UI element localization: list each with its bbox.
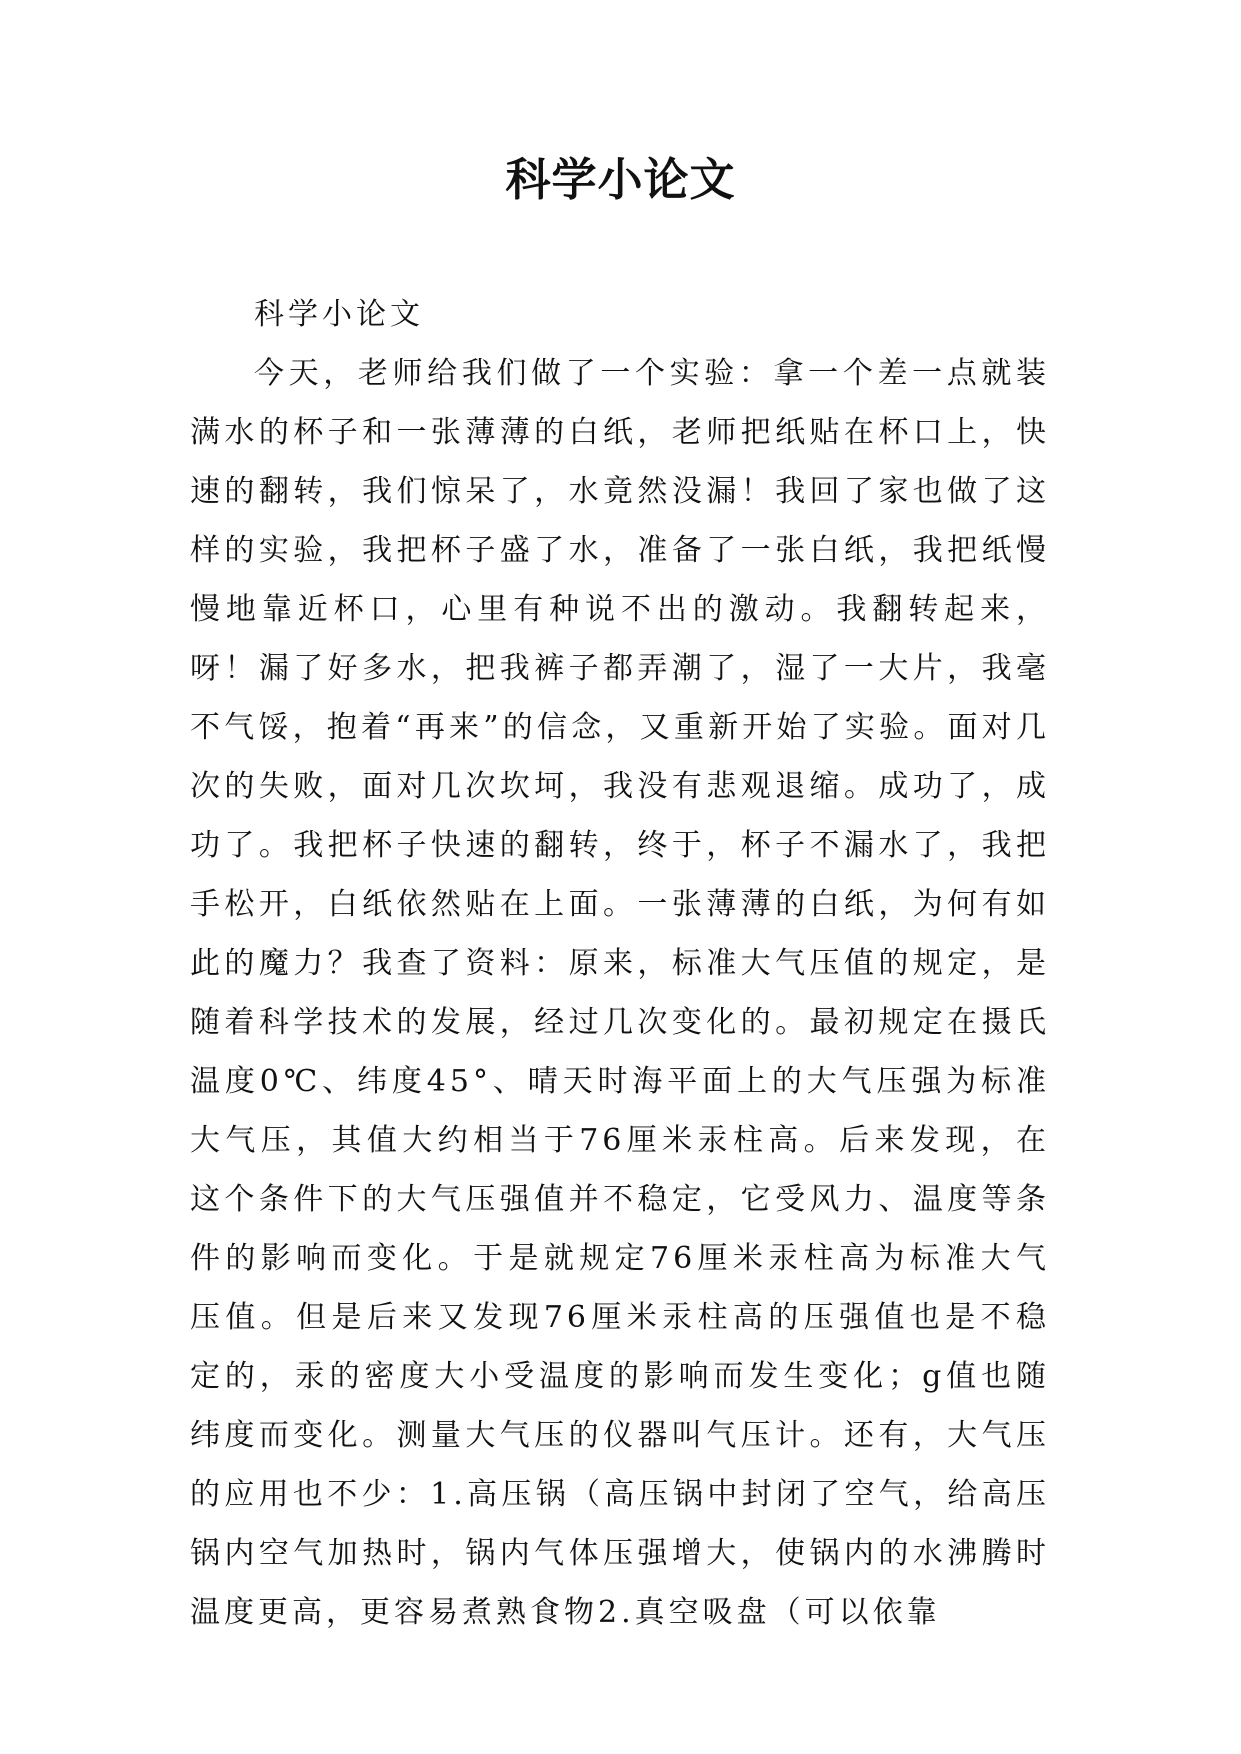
body-paragraph-heading: 科学小论文 (254, 297, 424, 332)
document-body (190, 285, 1050, 1642)
body-paragraph: 今天，老师给我们做了一个实验：拿一个差一点就装满水的杯子和一张薄薄的白纸，老师把纸贴在杯口上，快速的翻转，我们惊呆了，水竟然没漏！我回了家也做了这样的实验，我把杯子盛了水，准备了一张白纸，我把纸慢慢地靠近杯口，心里有种说不出的激动。我翻转起来，呀！漏了好多水，把我裤子都弄潮了，湿了一大片，我毫不气馁，抱着“再来”的信念，又重新开始了实验。面对几次的失败，面对几次坎坷，我没有悲观退缩。成功了，成功了。我把杯子快速的翻转，终于，杯子不漏水了，我把手松开，白纸依然贴在上面。一张薄薄的白纸，为何有如此的魔力？我查了资料：原来，标准大气压值的规定，是随着科学技术的发展，经过几次变化的。最初规定在摄氏温度0℃、纬度45°、晴天时海平面上的大气压强为标准大气压，其值大约相当于76厘米汞柱高。后来发现，在这个条件下的大气压强值并不稳定，它受风力、温度等条件的影响而变化。于是就规定76厘米汞柱高为标准大气压值。但是后来又发现76厘米汞柱高的压强值也是不稳定的，汞的密度大小受温度的影响而发生变化；g值也随纬度而变化。测量大气压的仪器叫气压计。还有，大气压的应用也不少：1.高压锅（高压锅中封闭了空气，给高压锅内空气加热时，锅内气体压强增大，使锅内的水沸腾时温度更高，更容易煮熟食物2.真空吸盘（可以依靠 (190, 356, 1050, 1630)
document-title: 科学小论文 (505, 153, 736, 206)
